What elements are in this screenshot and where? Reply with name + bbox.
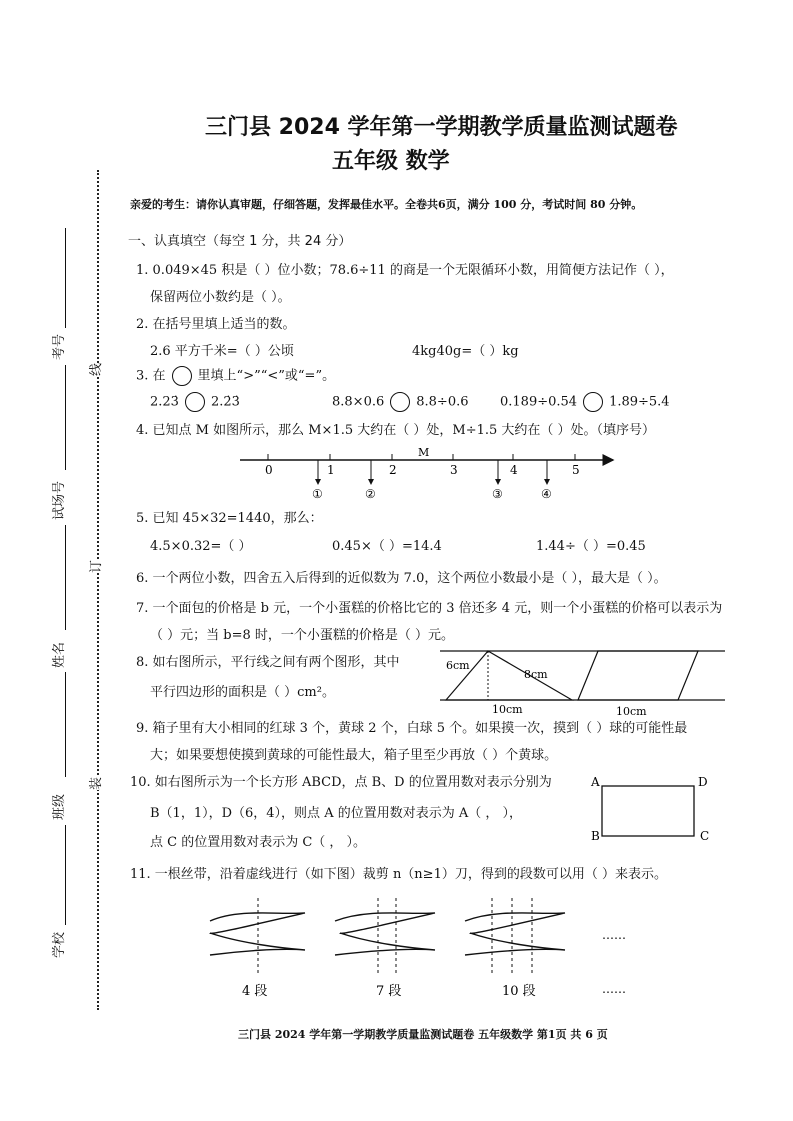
q3-c-right: 1.89÷5.4 <box>609 394 670 410</box>
q3-a-left: 2.23̇ <box>150 394 179 410</box>
question-1-line-2: 保留两位小数约是（ ）。 <box>150 290 291 305</box>
point-m-label: M <box>418 446 430 459</box>
compare-circle-icon <box>172 366 192 386</box>
q3-b-right: 8.8÷0.6 <box>416 394 469 410</box>
label-10cm-parallelogram: 10cm <box>616 705 647 718</box>
label-10cm-triangle: 10cm <box>492 703 523 716</box>
number-line-figure <box>235 446 620 501</box>
q3-c-left: 0.189÷0.54 <box>500 394 578 410</box>
page-title: 三门县 2024 学年第一学期教学质量监测试题卷 <box>205 115 678 140</box>
field-exam-number-label: 考号 <box>52 333 67 360</box>
ribbon-3 <box>465 898 565 973</box>
question-5: 5. 已知 45×32=1440，那么： <box>136 511 323 526</box>
ribbon-ellipsis-top: …… <box>602 928 626 942</box>
field-name-line <box>65 672 66 777</box>
compare-circle-icon <box>185 392 205 412</box>
page-subtitle: 五年级 数学 <box>332 149 450 174</box>
question-10-line-2: B（1，1），D（6，4），则点 A 的位置用数对表示为 A（ ， ）， <box>150 806 522 821</box>
question-5-a: 4.5×0.32=（ ） <box>150 539 252 554</box>
binding-char-order: 订 <box>83 560 106 573</box>
ribbon-label-4: 4 段 <box>242 984 268 999</box>
question-9-line-2: 大；如果要想使摸到黄球的可能性最大，箱子里至少再放（ ）个黄球。 <box>150 748 558 763</box>
q3-a-right: 2.2̇3̇ <box>210 394 240 410</box>
field-name-label: 姓名 <box>52 641 67 668</box>
question-3-c <box>500 392 670 412</box>
field-exam-number-line <box>65 228 66 328</box>
question-3 <box>136 366 335 386</box>
question-2-a: 2.6 平方千米=（ ）公顷 <box>150 344 294 359</box>
section-heading: 一、认真填空（每空 1 分，共 24 分） <box>128 234 352 249</box>
ribbon-1 <box>200 898 316 973</box>
question-8-line-1: 8. 如右图所示，平行线之间有两个图形，其中 <box>136 655 400 670</box>
question-7-line-1: 7. 一个面包的价格是 b 元，一个小蛋糕的价格比它的 3 倍还多 4 元，则一个小蛋糕的价格可以表示为 <box>136 601 723 616</box>
tick-label-3: 3 <box>450 463 458 477</box>
field-exam-number-line-2 <box>65 365 66 470</box>
vertex-a-label: A <box>591 775 600 789</box>
question-3-b <box>332 392 469 412</box>
question-10-line-3: 点 C 的位置用数对表示为 C（ ， ）。 <box>150 835 367 850</box>
label-8cm: 8cm <box>524 668 548 681</box>
binding-dotted-line <box>97 170 99 1010</box>
ribbon-ellipsis-bottom: …… <box>602 982 626 996</box>
binding-char-bind: 装 <box>83 777 106 790</box>
ribbon-figure <box>200 893 660 1003</box>
question-3-prefix: 3. 在 <box>136 368 166 384</box>
question-11: 11. 一根丝带，沿着虚线进行（如下图）裁剪 n（n≥1）刀，得到的段数可以用（ ）来表示。 <box>130 867 667 882</box>
ribbon-label-7: 7 段 <box>376 984 402 999</box>
ribbon-2 <box>335 898 435 973</box>
compare-circle-icon <box>583 392 603 412</box>
question-4: 4. 已知点 M 如图所示，那么 M×1.5 大约在（ ）处，M÷1.5 大约在（ ）处。（填序号） <box>136 423 656 438</box>
rectangle-abcd-figure <box>588 770 718 845</box>
field-exam-room-label: 试场号 <box>52 480 67 520</box>
rectangle-abcd <box>602 786 694 836</box>
tick-label-5: 5 <box>572 463 580 477</box>
vertex-b-label: B <box>591 829 600 843</box>
marker-label-3: ③ <box>492 487 503 501</box>
question-7-line-2: （ ）元；当 b=8 时，一个小蛋糕的价格是（ ）元。 <box>150 628 455 643</box>
question-2-b: 4kg40g=（ ）kg <box>412 344 519 359</box>
question-3-a <box>150 392 240 412</box>
q3-b-left: 8.8×0.6 <box>332 394 385 410</box>
tick-label-0: 0 <box>265 463 273 477</box>
question-3-suffix: 里填上“>”“<”或“=”。 <box>197 368 336 384</box>
question-2: 2. 在括号里填上适当的数。 <box>136 317 296 332</box>
vertex-d-label: D <box>698 775 708 789</box>
compare-circle-icon <box>390 392 410 412</box>
ribbon-label-10: 10 段 <box>502 984 536 999</box>
question-5-b: 0.45×（ ）=14.4 <box>332 539 442 554</box>
question-8-line-2: 平行四边形的面积是（ ）cm²。 <box>150 685 335 700</box>
label-6cm: 6cm <box>446 659 470 672</box>
field-school-line-top <box>65 870 66 920</box>
marker-label-2: ② <box>365 487 376 501</box>
question-10-line-1: 10. 如右图所示为一个长方形 ABCD，点 B、D 的位置用数对表示分别为 <box>130 775 552 790</box>
question-1-line-1: 1. 0.049×45 积是（ ）位小数；78.6÷11 的商是一个无限循环小数，用简便方法记作（ ）， <box>136 263 674 278</box>
field-class-label: 班级 <box>52 793 67 820</box>
parallelogram-shape <box>578 651 698 700</box>
parallel-lines-figure <box>440 645 730 720</box>
page-footer: 三门县 2024 学年第一学期教学质量监测试题卷 五年级数学 第1页 共 6 页 <box>238 1028 608 1041</box>
field-school-label: 学校 <box>52 931 67 958</box>
exam-instructions: 亲爱的考生：请你认真审题，仔细答题，发挥最佳水平。全卷共6页，满分 100 分，考试时间 80 分钟。 <box>130 198 643 211</box>
tick-label-2: 2 <box>389 463 397 477</box>
marker-label-1: ① <box>312 487 323 501</box>
question-9-line-1: 9. 箱子里有大小相同的红球 3 个，黄球 2 个，白球 5 个。如果摸一次，摸到（ ）球的可能性最 <box>136 721 688 736</box>
field-exam-room-line <box>65 525 66 630</box>
tick-label-4: 4 <box>510 463 518 477</box>
binding-char-line: 线 <box>83 363 106 376</box>
marker-label-4: ④ <box>541 487 552 501</box>
question-5-c: 1.44÷（ ）=0.45 <box>536 539 646 554</box>
vertex-c-label: C <box>700 829 710 843</box>
question-6: 6. 一个两位小数，四舍五入后得到的近似数为 7.0，这个两位小数最小是（ ），最大是（ ）。 <box>136 571 667 586</box>
tick-label-1: 1 <box>327 463 335 477</box>
